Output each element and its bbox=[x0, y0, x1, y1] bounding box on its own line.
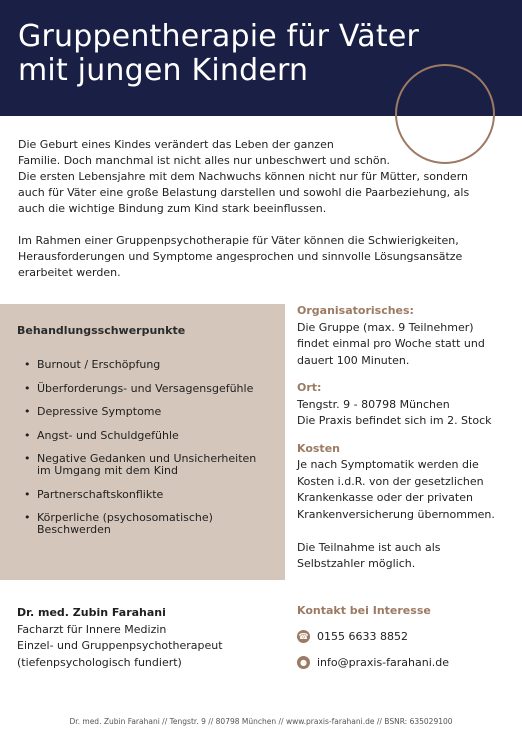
location-text: Die Praxis befindet sich im 2. Stock bbox=[297, 414, 492, 427]
intro-paragraph-2 bbox=[18, 233, 498, 281]
list-item-text: • Angst- und Schuldgefühle bbox=[37, 428, 179, 442]
list-item bbox=[24, 383, 274, 395]
treatment-heading: Behandlungsschwerpunkte bbox=[17, 324, 186, 337]
list-item bbox=[24, 453, 274, 477]
contact-section bbox=[297, 604, 512, 669]
title-line-1: Gruppentherapie für Väter bbox=[18, 19, 420, 54]
list-item bbox=[24, 489, 274, 501]
phone-icon: ☎ bbox=[298, 631, 309, 641]
list-item-text: • Partnerschaftskonflikte bbox=[37, 487, 164, 501]
costs-text: Die Teilnahme ist auch als bbox=[297, 540, 441, 554]
organisation-section bbox=[297, 303, 512, 369]
spacer bbox=[297, 523, 512, 540]
list-item bbox=[24, 359, 274, 371]
intro-text bbox=[18, 137, 498, 297]
organisation-heading: Organisatorisches: bbox=[297, 304, 414, 317]
doctor-name: Dr. med. Zubin Farahani bbox=[17, 606, 166, 619]
list-item-text: • Negative Gedanken und Unsicherheiten bbox=[37, 452, 257, 465]
treatment-list bbox=[24, 359, 274, 548]
costs-text: Selbstzahler möglich. bbox=[297, 557, 416, 570]
phone-number[interactable]: 0155 6633 8852 bbox=[317, 629, 408, 643]
list-item-text: im Umgang mit dem Kind bbox=[37, 464, 178, 477]
costs-text: Je nach Symptomatik werden die bbox=[297, 458, 479, 471]
organisation-text: Die Gruppe (max. 9 Teilnehmer) bbox=[297, 320, 474, 334]
location-text: Tengstr. 9 - 80798 München bbox=[297, 397, 450, 411]
list-item-text: • Burnout / Erschöpfung bbox=[37, 358, 161, 371]
intro-line: Herausforderungen und Symptome angesprochen und sinnvolle Lösungsansätze bbox=[18, 250, 463, 263]
doctor-title: Facharzt für Innere Medizin bbox=[17, 622, 167, 636]
phone-row[interactable] bbox=[297, 629, 512, 643]
list-item-text: Beschwerden bbox=[37, 523, 111, 536]
globe-icon: ● bbox=[297, 656, 310, 669]
intro-paragraph-1 bbox=[18, 137, 498, 217]
list-item-text: • Körperliche (psychosomatische) bbox=[37, 511, 213, 524]
costs-section bbox=[297, 441, 512, 573]
intro-line: auch für Väter eine große Belastung darstellen und sowohl die Paarbeziehung, als bbox=[18, 186, 470, 199]
intro-line: auch die wichtige Bindung zum Kind stark beeinflussen. bbox=[18, 202, 327, 215]
organisation-text: findet einmal pro Woche statt und bbox=[297, 337, 485, 350]
location-section bbox=[297, 380, 512, 430]
costs-heading: Kosten bbox=[297, 441, 340, 455]
doctor-info bbox=[17, 605, 287, 671]
list-item bbox=[24, 512, 274, 536]
intro-line: Die ersten Lebensjahre mit dem Nachwuchs können nicht nur für Mütter, sondern bbox=[18, 170, 469, 183]
doctor-title: (tiefenpsychologisch fundiert) bbox=[17, 655, 182, 669]
list-item bbox=[24, 430, 274, 442]
title-line-2: mit jungen Kindern bbox=[18, 53, 309, 88]
list-item-text: • Überforderungs- und Versagensgefühle bbox=[37, 381, 254, 395]
list-item-text: • Depressive Symptome bbox=[37, 405, 162, 418]
email-row[interactable] bbox=[297, 655, 512, 669]
list-item bbox=[24, 406, 274, 418]
location-heading: Ort: bbox=[297, 381, 322, 394]
intro-line: Die Geburt eines Kindes verändert das Leben der ganzen bbox=[18, 138, 334, 151]
intro-line: erarbeitet werden. bbox=[18, 266, 121, 279]
email-link[interactable]: info@praxis-farahani.de bbox=[317, 655, 450, 669]
doctor-title: Einzel- und Gruppenpsychotherapeut bbox=[17, 639, 223, 652]
organisation-text: dauert 100 Minuten. bbox=[297, 353, 410, 367]
intro-line: Familie. Doch manchmal ist nicht alles nur unbeschwert und schön. bbox=[18, 154, 391, 167]
costs-text: Krankenkasse oder der privaten bbox=[297, 491, 473, 504]
info-column bbox=[297, 303, 512, 584]
intro-line: Im Rahmen einer Gruppenpsychotherapie für Väter können die Schwierigkeiten, bbox=[18, 234, 459, 247]
costs-text: Krankenversicherung übernommen. bbox=[297, 507, 495, 521]
footer-text: Dr. med. Zubin Farahani // Tengstr. 9 // 80798 München // www.praxis-farahani.de // BSNR: 635029100 bbox=[69, 717, 453, 726]
contact-heading: Kontakt bei Interesse bbox=[297, 604, 431, 617]
costs-text: Kosten i.d.R. von der gesetzlichen bbox=[297, 474, 484, 488]
